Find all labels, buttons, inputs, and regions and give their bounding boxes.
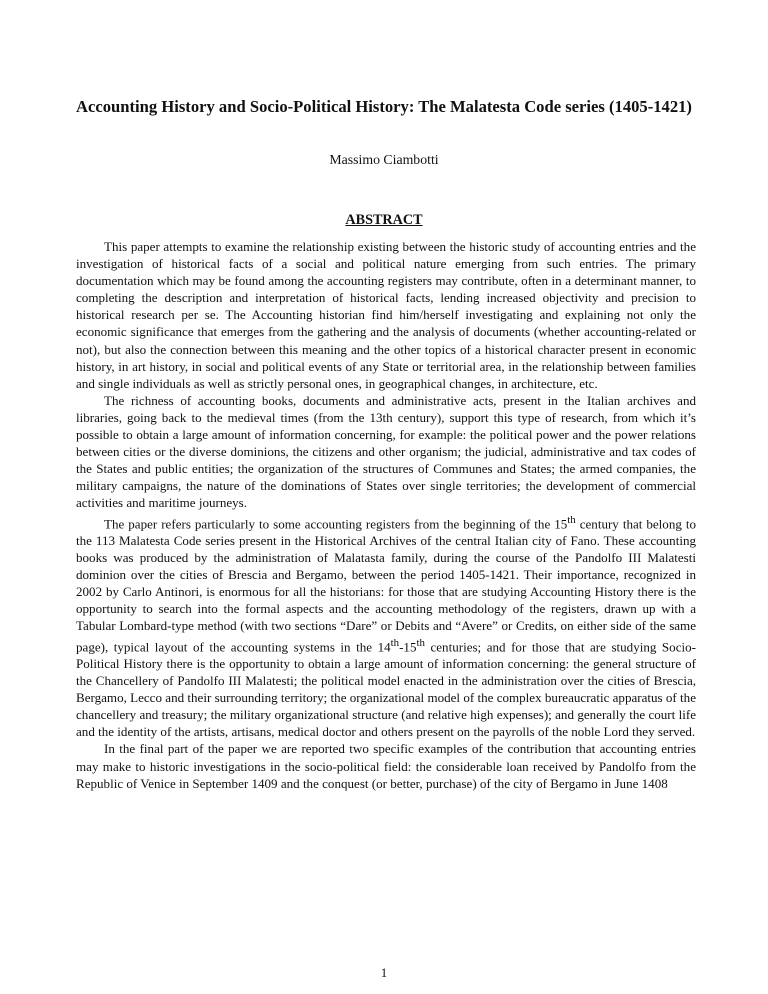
abstract-paragraph-3 (76, 512, 696, 741)
abstract-heading: ABSTRACT (345, 212, 423, 228)
abstract-paragraph-2: The richness of accounting books, documents and administrative acts, present in the Italian archives and libraries, going back to the medieval times (from the 13th century), support this type of research, from which it’s possible to obtain a large amount of information concerning, for example: the political power and the power relations between cities or the diverse dominions, the citizens and other organism; the judicial, administrative and tax codes of the States and public entities; the organization of the structures of Communes and States; the armed companies, the military campaigns, the nature of the dominations of States over single territories; the development of commercial activities and maritime journeys. (76, 392, 696, 511)
paragraph-3-text-4: centuries; and for those that are studying Socio-Political History there is the opportunity to obtain a large amount of information concerning: the general structure of the Chancellery of Pandolfo III Malatesti; the political model enacted in the administration over the cities of Brescia, Bergamo, Lecco and their surrounding territory; the organizational model of the complex bureaucratic apparatus of the chancellery and treasury; the military organizational structure (and relative high expenses); and generally the court life and the identity of the artists, artisans, medical doctor and others present on the payrolls of the noble Lord they served. (76, 638, 696, 740)
abstract-paragraph-1: This paper attempts to examine the relationship existing between the historic study of accounting entries and the investigation of historical facts of a social and political nature emerging from such entries. The primary documentation which may be found among the accounting registers may contribute, often in a determinant manner, to completing the description and interpretation of historical facts, lending increased objectivity and precision to historical research per se. The Accounting historian find him/herself investigating and explaining not only the economic significance that emerges from the gathering and the analysis of documents (whether accounting-related or not), but also the connection between this meaning and the other topics of a historical character present in economic history, in art history, in social and political events of any State or territorial area, in the relationship between families and single individuals as well as strictly personal ones, in geographical changes, in architecture, etc. (76, 239, 696, 391)
paragraph-3-text-3: -15 (399, 638, 417, 654)
abstract-body (76, 238, 696, 792)
author-name: Massimo Ciambotti (329, 152, 439, 167)
abstract-paragraph-4: In the final part of the paper we are reported two specific examples of the contribution that accounting entries may make to historic investigations in the socio-political field: the considerable loan received by Pandolfo from the Republic of Venice in September 1409 and the conquest (or better, purchase) of the city of Bergamo in June 1408 (76, 741, 696, 791)
superscript-th-2: th (390, 636, 400, 649)
paragraph-3-text-1: The paper refers particularly to some accounting registers from the beginning of the 15 (104, 515, 568, 531)
paragraph-3-text-2: century that belong to the 113 Malatesta Code series present in the Historical Archives of the central Italian city of Fano. These accounting books was produced by the administration of Malatasta family, during the course of the Pandolfo III Malatesti dominion over the cities of Brescia and Bergamo, between the period 1405-1421. Their importance, recognized in 2002 by Carlo Antinori, is enormous for all the historians: for those that are studying Accounting History there is the opportunity to search into the formal aspects and the accounting methodology of the registers, drawn up with a Tabular Lombard-type method (with two sections “Dare” or Debits and “Avere” or Credits, on either side of the same page), typical layout of the accounting systems in the 14 (76, 515, 696, 654)
superscript-th-1: th (567, 513, 576, 526)
superscript-th-3: th (416, 636, 425, 649)
paper-title: Accounting History and Socio-Political History: The Malatesta Code series (1405-1421) (76, 97, 692, 116)
page-number: 1 (380, 965, 388, 980)
